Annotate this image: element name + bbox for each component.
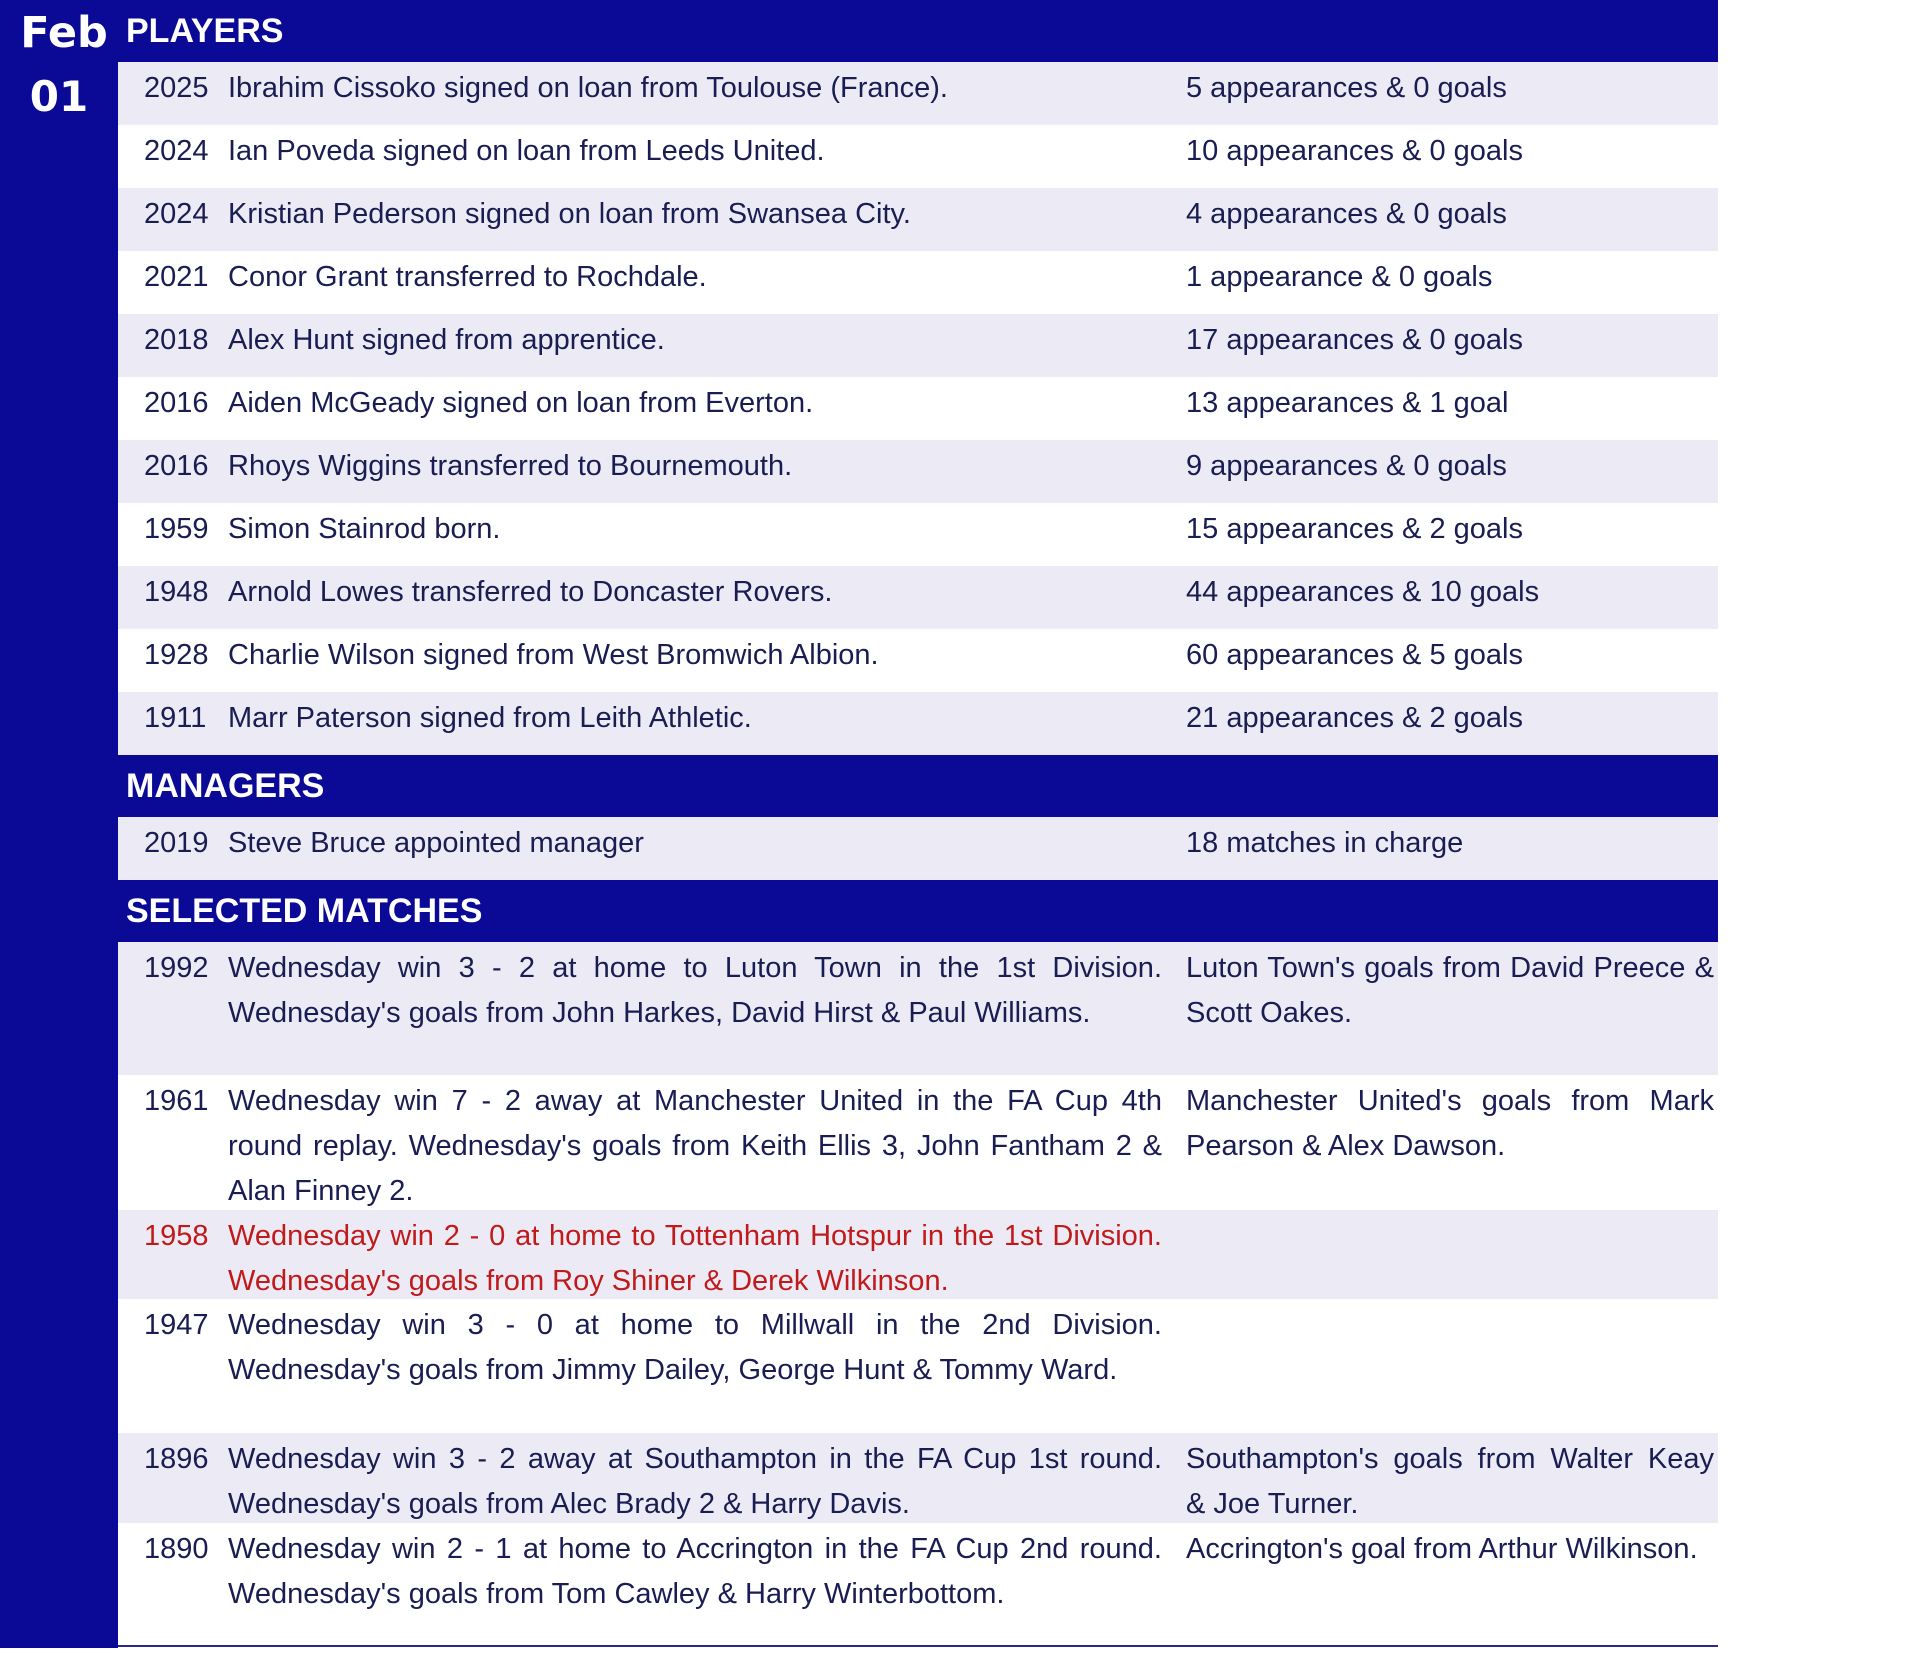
row-year: 1958: [144, 1220, 209, 1252]
player-row: [118, 125, 1718, 188]
row-year: 1947: [144, 1309, 209, 1341]
matches-section-header: SELECTED MATCHES: [118, 880, 1718, 942]
player-row: [118, 377, 1718, 440]
row-description: Alex Hunt signed from apprentice.: [228, 324, 665, 356]
row-year: 2016: [144, 387, 209, 419]
row-stat: 5 appearances & 0 goals: [1186, 72, 1507, 104]
row-description: Simon Stainrod born.: [228, 513, 501, 545]
managers-section-header: MANAGERS: [118, 755, 1718, 817]
row-description: Marr Paterson signed from Leith Athletic.: [228, 702, 752, 734]
row-stat: 18 matches in charge: [1186, 827, 1464, 859]
row-stat: 15 appearances & 2 goals: [1186, 513, 1523, 545]
row-year: 1928: [144, 639, 209, 671]
row-year: 1948: [144, 576, 209, 608]
row-opponent-goals: Manchester United's goals from Mark Pearson & Alex Dawson.: [1186, 1085, 1714, 1162]
row-description: Ian Poveda signed on loan from Leeds United.: [228, 135, 825, 167]
row-year: 1890: [144, 1533, 209, 1565]
row-opponent-goals: Luton Town's goals from David Preece & Scott Oakes.: [1186, 952, 1714, 1029]
row-description: Wednesday win 2 - 0 at home to Tottenham Hotspur in the 1st Division. Wednesday's goals from Roy Shiner & Derek Wilkinson.: [228, 1220, 1162, 1297]
row-year: 1992: [144, 952, 209, 984]
player-row: [118, 440, 1718, 503]
date-day: 01: [29, 72, 89, 121]
row-description: Ibrahim Cissoko signed on loan from Toulouse (France).: [228, 72, 948, 104]
match-row: [118, 1299, 1718, 1433]
row-stat: 60 appearances & 5 goals: [1186, 639, 1523, 671]
row-description: Conor Grant transferred to Rochdale.: [228, 261, 707, 293]
player-row: [118, 251, 1718, 314]
row-year: 1911: [144, 702, 207, 734]
players-section-header: PLAYERS: [118, 0, 1718, 62]
row-year: 1961: [144, 1085, 209, 1117]
row-year: 2016: [144, 450, 209, 482]
row-description: Steve Bruce appointed manager: [228, 827, 644, 859]
player-row: [118, 629, 1718, 692]
row-stat: 44 appearances & 10 goals: [1186, 576, 1540, 608]
match-row: [118, 1433, 1718, 1523]
player-row: [118, 314, 1718, 377]
row-stat: 1 appearance & 0 goals: [1186, 261, 1493, 293]
player-row: [118, 692, 1718, 755]
player-row: [118, 566, 1718, 629]
row-stat: 21 appearances & 2 goals: [1186, 702, 1523, 734]
row-stat: 10 appearances & 0 goals: [1186, 135, 1523, 167]
row-opponent-goals: Southampton's goals from Walter Keay & Joe Turner.: [1186, 1443, 1714, 1520]
row-description: Arnold Lowes transferred to Doncaster Rovers.: [228, 576, 833, 608]
match-row: [118, 1075, 1718, 1210]
row-description: Kristian Pederson signed on loan from Swansea City.: [228, 198, 911, 230]
row-stat: 4 appearances & 0 goals: [1186, 198, 1507, 230]
manager-row: [118, 817, 1718, 880]
date-sidebar: [0, 0, 118, 1648]
row-year: 2025: [144, 72, 209, 104]
match-row: [118, 1523, 1718, 1656]
row-year: 1896: [144, 1443, 209, 1475]
row-description: Wednesday win 3 - 0 at home to Millwall in the 2nd Division. Wednesday's goals from Jimmy Dailey, George Hunt & Tommy Ward.: [228, 1309, 1162, 1386]
row-stat: 17 appearances & 0 goals: [1186, 324, 1523, 356]
player-row: [118, 188, 1718, 251]
row-year: 2024: [144, 135, 209, 167]
row-description: Wednesday win 3 - 2 at home to Luton Town in the 1st Division. Wednesday's goals from John Harkes, David Hirst & Paul Williams.: [228, 952, 1162, 1029]
player-row: [118, 503, 1718, 566]
match-row: [118, 942, 1718, 1075]
row-year: 2021: [144, 261, 209, 293]
row-description: Wednesday win 3 - 2 away at Southampton in the FA Cup 1st round. Wednesday's goals from Alec Brady 2 & Harry Davis.: [228, 1443, 1162, 1520]
content-panel: [118, 0, 1718, 1656]
row-description: Wednesday win 7 - 2 away at Manchester United in the FA Cup 4th round replay. Wednesday's goals from Keith Ellis 3, John Fantham 2 & Alan Finney 2.: [228, 1085, 1162, 1207]
row-stat: 9 appearances & 0 goals: [1186, 450, 1507, 482]
row-year: 2018: [144, 324, 209, 356]
row-description: Charlie Wilson signed from West Bromwich Albion.: [228, 639, 879, 671]
row-description: Wednesday win 2 - 1 at home to Accrington in the FA Cup 2nd round. Wednesday's goals from Tom Cawley & Harry Winterbottom.: [228, 1533, 1162, 1610]
row-opponent-goals: Accrington's goal from Arthur Wilkinson.: [1186, 1533, 1698, 1565]
date-month: Feb: [20, 8, 108, 58]
row-description: Rhoys Wiggins transferred to Bournemouth.: [228, 450, 793, 482]
match-row-highlighted: [118, 1210, 1718, 1299]
row-stat: 13 appearances & 1 goal: [1186, 387, 1509, 419]
player-row: [118, 62, 1718, 125]
row-description: Aiden McGeady signed on loan from Everton.: [228, 387, 814, 419]
bottom-divider: [118, 1645, 1718, 1647]
row-year: 2019: [144, 827, 209, 859]
row-year: 1959: [144, 513, 209, 545]
row-year: 2024: [144, 198, 209, 230]
